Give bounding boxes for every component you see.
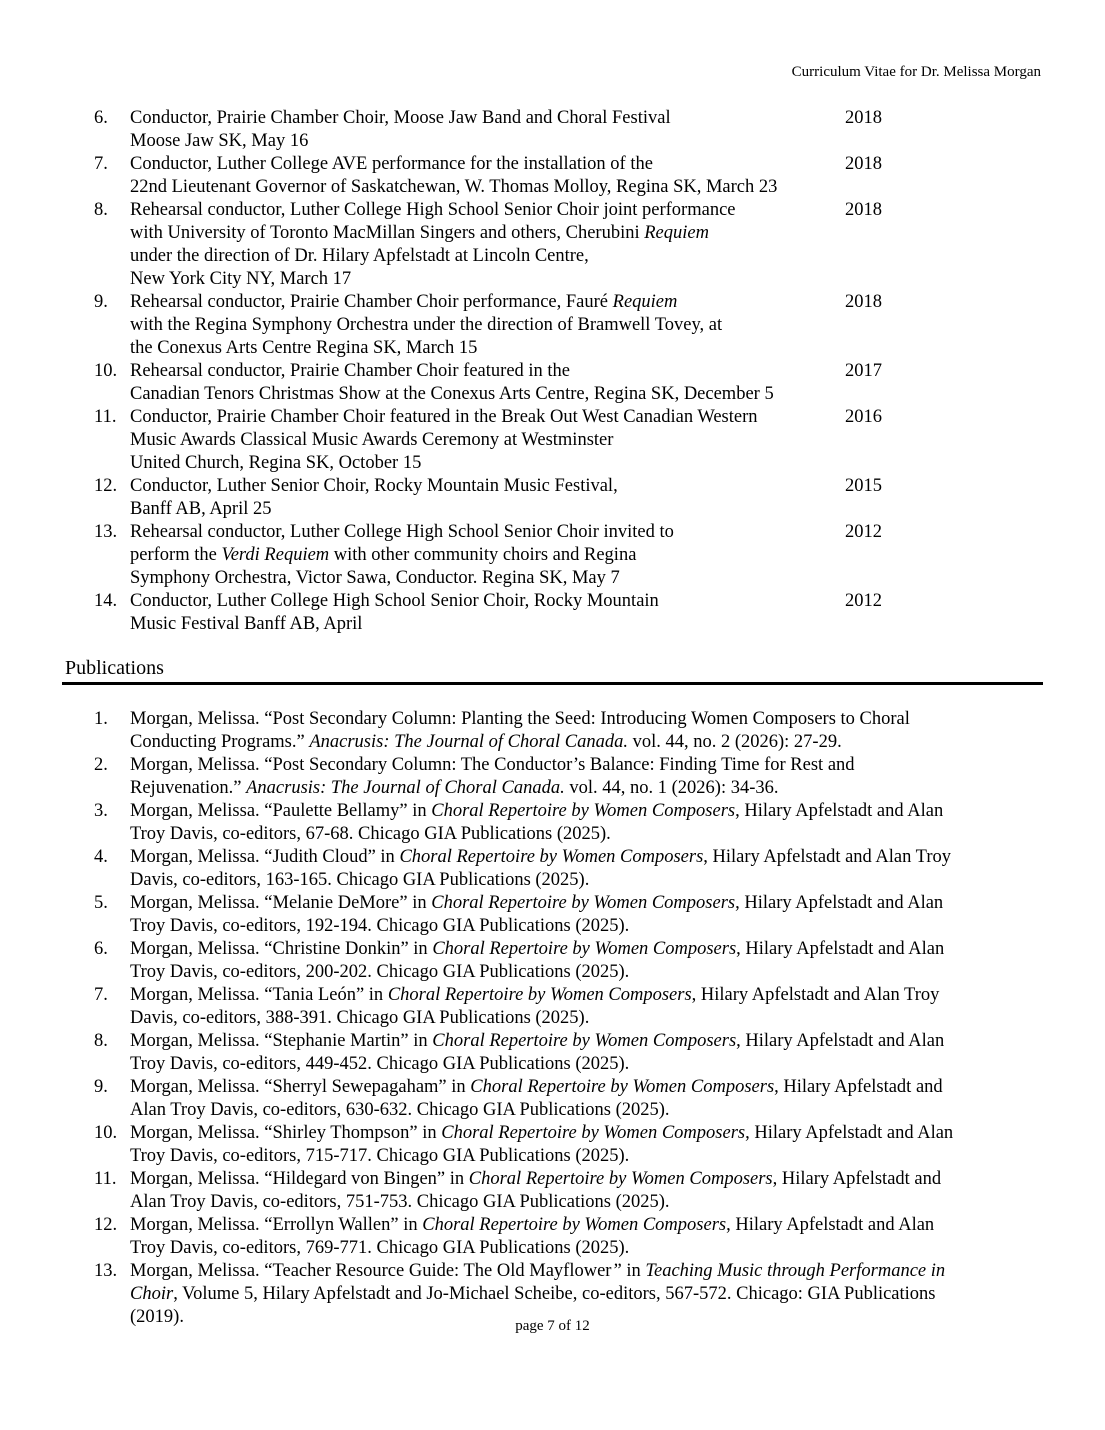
entry-year: 2012 xyxy=(845,591,882,611)
italic-title: Requiem xyxy=(644,223,709,243)
entry-number: 14. xyxy=(94,591,118,611)
text-segment: Morgan, Melissa. “Sherryl Sewepagaham” in xyxy=(130,1077,471,1097)
text-segment: , Hilary Apfelstadt and xyxy=(772,1169,942,1189)
text-segment: Morgan, Melissa. “Post Secondary Column: The Conductor’s Balance: Finding Time for Rest and xyxy=(130,755,855,775)
text-segment: Troy Davis, co-editors, 715-717. Chicago GIA Publications (2025). xyxy=(130,1146,630,1166)
text-segment: Conductor, Prairie Chamber Choir, Moose Jaw Band and Choral Festival xyxy=(130,108,671,128)
italic-title: Anacrusis: The Journal of Choral Canada. xyxy=(309,732,628,752)
entry-line xyxy=(130,567,845,590)
entry-number: 9. xyxy=(94,1077,108,1097)
entry-line xyxy=(130,1168,1025,1191)
text-segment: Music Festival Banff AB, April xyxy=(130,614,363,634)
entry-number: 4. xyxy=(94,847,108,867)
entry-year: 2018 xyxy=(845,200,882,220)
text-segment: Morgan, Melissa. “Paulette Bellamy” in xyxy=(130,801,432,821)
performance-list xyxy=(94,107,914,636)
text-segment: Conductor, Prairie Chamber Choir featured in the Break Out West Canadian Western xyxy=(130,407,758,427)
text-segment: Morgan, Melissa. “Post Secondary Column: Planting the Seed: Introducing Women Composers to Choral xyxy=(130,709,910,729)
entry-number: 11. xyxy=(94,1169,117,1189)
entry-line xyxy=(130,1283,1025,1306)
entry-number: 6. xyxy=(94,108,108,128)
text-segment: the Conexus Arts Centre Regina SK, March 15 xyxy=(130,338,478,358)
entry-line xyxy=(130,498,845,521)
entry-line xyxy=(130,176,845,199)
performance-entry xyxy=(94,199,914,291)
italic-title: Choral Repertoire by Women Composers xyxy=(468,1169,773,1189)
entry-number: 13. xyxy=(94,522,118,542)
entry-text xyxy=(130,199,845,291)
publication-entry xyxy=(94,1076,1044,1122)
entry-number: 3. xyxy=(94,801,108,821)
text-segment: Banff AB, April 25 xyxy=(130,499,272,519)
entry-line xyxy=(130,383,845,406)
text-segment: , Hilary Apfelstadt and Alan xyxy=(736,1031,945,1051)
entry-line xyxy=(130,1099,1025,1122)
text-segment: Conducting Programs.” xyxy=(130,732,310,752)
text-segment: , Hilary Apfelstadt and Alan xyxy=(745,1123,954,1143)
italic-title: Choral Repertoire by Women Composers xyxy=(432,1031,737,1051)
entry-number: 13. xyxy=(94,1261,118,1281)
entry-text xyxy=(130,1214,1025,1260)
text-segment: Morgan, Melissa. “Melanie DeMore” in xyxy=(130,893,432,913)
text-segment: , Hilary Apfelstadt and Alan xyxy=(735,801,944,821)
text-segment: Music Awards Classical Music Awards Ceremony at Westminster xyxy=(130,430,614,450)
text-segment: vol. 44, no. 2 (2026): 27-29. xyxy=(627,732,842,752)
entry-line xyxy=(130,1007,1025,1030)
publication-entry xyxy=(94,892,1044,938)
text-segment: Rehearsal conductor, Prairie Chamber Choir featured in the xyxy=(130,361,571,381)
entry-text xyxy=(130,521,845,590)
performance-entry xyxy=(94,521,914,590)
text-segment: 22nd Lieutenant Governor of Saskatchewan, W. Thomas Molloy, Regina SK, March 23 xyxy=(130,177,778,197)
entry-line xyxy=(130,1076,1025,1099)
text-segment: , Volume 5, Hilary Apfelstadt and Jo-Michael Scheibe, co-editors, 567-572. Chicago: GIA Publications xyxy=(173,1284,936,1304)
text-segment: Moose Jaw SK, May 16 xyxy=(130,131,309,151)
publications-list xyxy=(94,708,1044,1329)
entry-number: 6. xyxy=(94,939,108,959)
entry-text xyxy=(130,291,845,360)
entry-text xyxy=(130,153,845,199)
text-segment: Morgan, Melissa. “Hildegard von Bingen” in xyxy=(130,1169,469,1189)
text-segment: under the direction of Dr. Hilary Apfelstadt at Lincoln Centre, xyxy=(130,246,589,266)
italic-title: Choral Repertoire by Women Composers xyxy=(432,939,737,959)
publication-entry xyxy=(94,1122,1044,1168)
entry-year: 2018 xyxy=(845,154,882,174)
entry-text xyxy=(130,892,1025,938)
entry-text xyxy=(130,360,845,406)
entry-line xyxy=(130,199,845,222)
entry-number: 5. xyxy=(94,893,108,913)
entry-line xyxy=(130,544,845,567)
entry-line xyxy=(130,892,1025,915)
entry-line xyxy=(130,1053,1025,1076)
entry-line xyxy=(130,823,1025,846)
entry-number: 2. xyxy=(94,755,108,775)
entry-line xyxy=(130,429,845,452)
text-segment: , Hilary Apfelstadt and Alan xyxy=(726,1215,935,1235)
entry-line xyxy=(130,754,1025,777)
entry-line xyxy=(130,314,845,337)
text-segment: Morgan, Melissa. “Shirley Thompson” in xyxy=(130,1123,442,1143)
entry-text xyxy=(130,1122,1025,1168)
text-segment: Morgan, Melissa. “Errollyn Wallen” in xyxy=(130,1215,423,1235)
performance-entry xyxy=(94,406,914,475)
italic-title: Choral Repertoire by Women Composers xyxy=(441,1123,746,1143)
entry-text xyxy=(130,406,845,475)
italic-title: Choral Repertoire by Women Composers xyxy=(470,1077,775,1097)
entry-line xyxy=(130,961,1025,984)
entry-text xyxy=(130,800,1025,846)
text-segment: with other community choirs and Regina xyxy=(329,545,637,565)
entry-line xyxy=(130,475,845,498)
text-segment: Troy Davis, co-editors, 200-202. Chicago GIA Publications (2025). xyxy=(130,962,630,982)
entry-text xyxy=(130,107,845,153)
page-header: Curriculum Vitae for Dr. Melissa Morgan xyxy=(791,64,1041,80)
entry-line xyxy=(130,915,1025,938)
text-segment: Troy Davis, co-editors, 67-68. Chicago GIA Publications (2025). xyxy=(130,824,611,844)
publication-entry xyxy=(94,846,1044,892)
entry-line xyxy=(130,1191,1025,1214)
entry-number: 7. xyxy=(94,985,108,1005)
entry-number: 10. xyxy=(94,361,118,381)
entry-number: 12. xyxy=(94,1215,118,1235)
entry-line xyxy=(130,245,845,268)
italic-title: Requiem xyxy=(612,292,678,312)
text-segment: , Hilary Apfelstadt and Alan xyxy=(735,893,944,913)
text-segment: United Church, Regina SK, October 15 xyxy=(130,453,422,473)
entry-number: 7. xyxy=(94,154,108,174)
entry-number: 9. xyxy=(94,292,108,312)
text-segment: , Hilary Apfelstadt and Alan xyxy=(736,939,945,959)
entry-number: 11. xyxy=(94,407,117,427)
entry-text xyxy=(130,590,845,636)
text-segment: Morgan, Melissa. “Tania León” in xyxy=(130,985,388,1005)
text-segment: Rehearsal conductor, Luther College High School Senior Choir invited to xyxy=(130,522,674,542)
entry-line xyxy=(130,452,845,475)
entry-line xyxy=(130,406,845,429)
entry-text xyxy=(130,754,1025,800)
publication-entry xyxy=(94,708,1044,754)
publication-entry xyxy=(94,1214,1044,1260)
text-segment: , Hilary Apfelstadt and Alan Troy xyxy=(691,985,940,1005)
entry-year: 2018 xyxy=(845,292,882,312)
entry-text xyxy=(130,984,1025,1030)
entry-line xyxy=(130,731,1025,754)
entry-line xyxy=(130,869,1025,892)
text-segment: Rejuvenation.” xyxy=(130,778,247,798)
entry-line xyxy=(130,521,845,544)
entry-number: 12. xyxy=(94,476,118,496)
performance-entry xyxy=(94,475,914,521)
entry-line xyxy=(130,291,845,314)
italic-title: Anacrusis: The Journal of Choral Canada. xyxy=(246,778,565,798)
entry-text xyxy=(130,1168,1025,1214)
entry-line xyxy=(130,1214,1025,1237)
text-segment: , Hilary Apfelstadt and Alan Troy xyxy=(703,847,951,867)
text-segment: Rehearsal conductor, Luther College High School Senior Choir joint performance xyxy=(130,200,736,220)
publication-entry xyxy=(94,938,1044,984)
text-segment: Troy Davis, co-editors, 769-771. Chicago GIA Publications (2025). xyxy=(130,1238,630,1258)
entry-number: 8. xyxy=(94,200,108,220)
entry-year: 2012 xyxy=(845,522,882,542)
entry-line xyxy=(130,1260,1025,1283)
entry-line xyxy=(130,613,845,636)
entry-line xyxy=(130,1145,1025,1168)
entry-line xyxy=(130,590,845,613)
text-segment: New York City NY, March 17 xyxy=(130,269,352,289)
text-segment: Troy Davis, co-editors, 449-452. Chicago GIA Publications (2025). xyxy=(130,1054,630,1074)
entry-line xyxy=(130,268,845,291)
entry-line xyxy=(130,938,1025,961)
entry-line xyxy=(130,846,1025,869)
text-segment: Davis, co-editors, 163-165. Chicago GIA Publications (2025). xyxy=(130,870,590,890)
italic-title: Choir xyxy=(130,1284,174,1304)
entry-year: 2016 xyxy=(845,407,882,427)
text-segment: Morgan, Melissa. “Stephanie Martin” in xyxy=(130,1031,433,1051)
page-number: page 7 of 12 xyxy=(515,1318,590,1334)
performance-entry xyxy=(94,107,914,153)
entry-text xyxy=(130,1076,1025,1122)
entry-text xyxy=(130,708,1025,754)
entry-line xyxy=(130,1030,1025,1053)
entry-line xyxy=(130,153,845,176)
publication-entry xyxy=(94,1030,1044,1076)
text-segment: vol. 44, no. 1 (2026): 34-36. xyxy=(564,778,779,798)
performance-entry xyxy=(94,590,914,636)
entry-line xyxy=(130,777,1025,800)
entry-text xyxy=(130,938,1025,984)
italic-title: Choral Repertoire by Women Composers xyxy=(387,985,692,1005)
text-segment: Davis, co-editors, 388-391. Chicago GIA Publications (2025). xyxy=(130,1008,590,1028)
entry-text xyxy=(130,1030,1025,1076)
entry-year: 2015 xyxy=(845,476,882,496)
text-segment: Troy Davis, co-editors, 192-194. Chicago GIA Publications (2025). xyxy=(130,916,630,936)
performance-entry xyxy=(94,360,914,406)
publication-entry xyxy=(94,754,1044,800)
text-segment: Morgan, Melissa. “Judith Cloud” in xyxy=(130,847,400,867)
publications-heading: Publications xyxy=(65,657,164,679)
italic-title: Choral Repertoire by Women Composers xyxy=(431,893,736,913)
entry-year: 2018 xyxy=(845,108,882,128)
text-segment: perform the xyxy=(130,545,222,565)
text-segment: Alan Troy Davis, co-editors, 630-632. Chicago GIA Publications (2025). xyxy=(130,1100,670,1120)
entry-line xyxy=(130,1237,1025,1260)
entry-line xyxy=(130,1122,1025,1145)
text-segment: Conductor, Luther College High School Senior Choir, Rocky Mountain xyxy=(130,591,659,611)
text-segment: , Hilary Apfelstadt and xyxy=(774,1077,943,1097)
entry-text xyxy=(130,846,1025,892)
italic-title: Choral Repertoire by Women Composers xyxy=(422,1215,727,1235)
italic-title: ” xyxy=(611,1261,622,1281)
text-segment: Morgan, Melissa. “Christine Donkin” in xyxy=(130,939,433,959)
italic-title: Teaching Music through Performance in xyxy=(645,1261,946,1281)
italic-title: Choral Repertoire by Women Composers xyxy=(399,847,704,867)
text-segment: Morgan, Melissa. “Teacher Resource Guide: The Old Mayflower xyxy=(130,1261,612,1281)
entry-line xyxy=(130,107,845,130)
performance-entry xyxy=(94,153,914,199)
entry-year: 2017 xyxy=(845,361,882,381)
entry-line xyxy=(130,360,845,383)
text-segment: in xyxy=(621,1261,646,1281)
text-segment: (2019). xyxy=(130,1307,184,1327)
entry-number: 8. xyxy=(94,1031,108,1051)
text-segment: Conductor, Luther College AVE performance for the installation of the xyxy=(130,154,653,174)
entry-line xyxy=(130,130,845,153)
section-divider xyxy=(62,682,1043,685)
entry-line xyxy=(130,337,845,360)
publication-entry xyxy=(94,800,1044,846)
text-segment: Conductor, Luther Senior Choir, Rocky Mountain Music Festival, xyxy=(130,476,618,496)
performance-entry xyxy=(94,291,914,360)
publication-entry xyxy=(94,1168,1044,1214)
publication-entry xyxy=(94,984,1044,1030)
text-segment: with the Regina Symphony Orchestra under the direction of Bramwell Tovey, at xyxy=(130,315,723,335)
text-segment: Rehearsal conductor, Prairie Chamber Choir performance, Fauré xyxy=(130,292,613,312)
italic-title: Choral Repertoire by Women Composers xyxy=(431,801,736,821)
entry-line xyxy=(130,222,845,245)
entry-number: 10. xyxy=(94,1123,118,1143)
entry-number: 1. xyxy=(94,709,108,729)
entry-line xyxy=(130,984,1025,1007)
entry-line xyxy=(130,800,1025,823)
text-segment: Alan Troy Davis, co-editors, 751-753. Chicago GIA Publications (2025). xyxy=(130,1192,670,1212)
italic-title: Verdi Requiem xyxy=(221,545,330,565)
text-segment: Canadian Tenors Christmas Show at the Conexus Arts Centre, Regina SK, December 5 xyxy=(130,384,774,404)
text-segment: Symphony Orchestra, Victor Sawa, Conductor. Regina SK, May 7 xyxy=(130,568,620,588)
entry-text xyxy=(130,475,845,521)
text-segment: with University of Toronto MacMillan Singers and others, Cherubini xyxy=(130,223,645,243)
entry-line xyxy=(130,708,1025,731)
